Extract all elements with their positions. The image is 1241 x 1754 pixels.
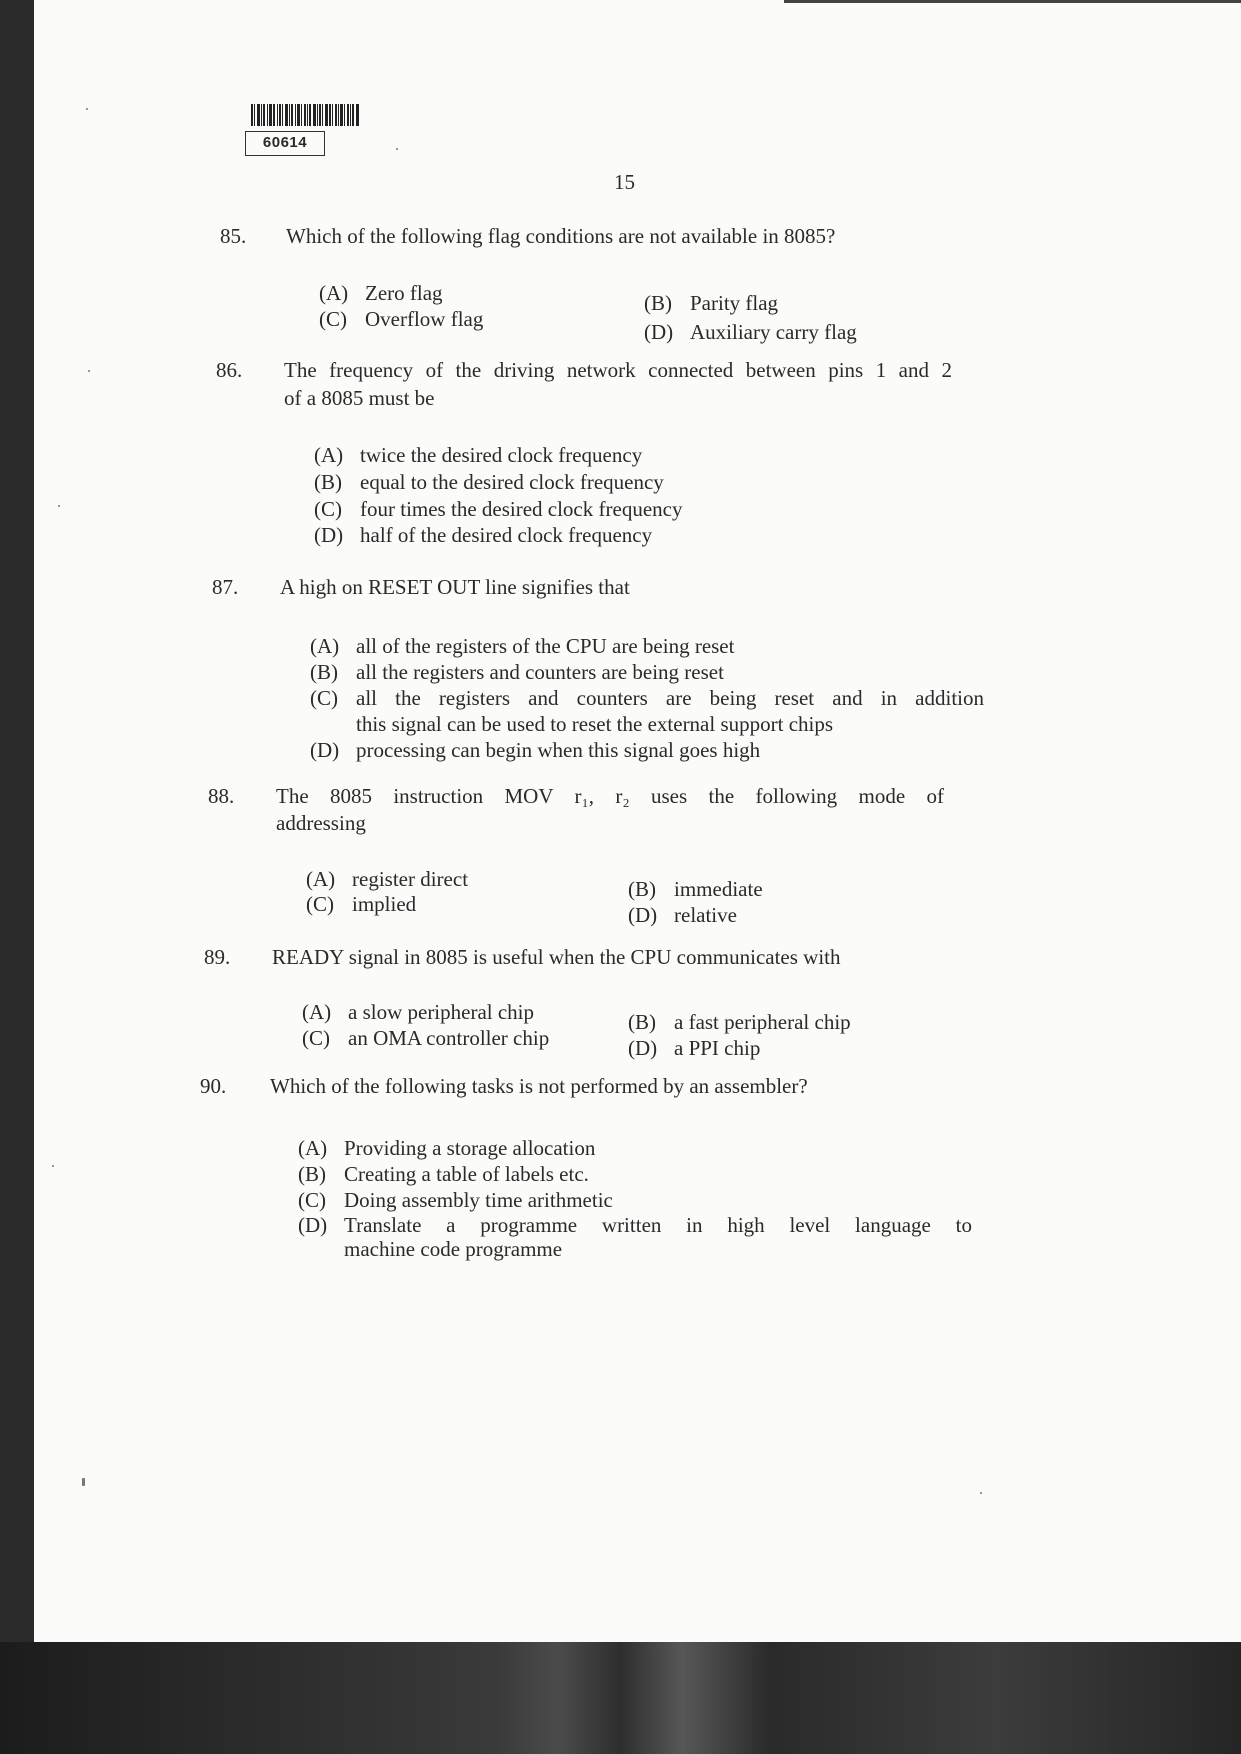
scan-background xyxy=(0,1642,1241,1754)
option-text: half of the desired clock frequency xyxy=(360,523,653,547)
question-89 xyxy=(204,945,984,975)
question-text: A high on RESET OUT line signifies that xyxy=(280,575,630,599)
option-label: (A) xyxy=(298,1136,328,1160)
option-label: (D) xyxy=(314,523,344,547)
question-number: 86. xyxy=(216,358,243,382)
scan-speck xyxy=(86,108,88,110)
option-text-line2: this signal can be used to reset the external support chips xyxy=(356,712,834,736)
option-label: (A) xyxy=(314,443,344,467)
option-label: (D) xyxy=(628,1036,658,1060)
option-label: (C) xyxy=(314,497,342,521)
option-b xyxy=(628,877,763,901)
option-b xyxy=(644,291,778,315)
option-a xyxy=(314,443,642,467)
option-text-line2: machine code programme xyxy=(344,1237,563,1261)
question-text-line1: The 8085 instruction MOV r₁, r₂ uses the following mode of xyxy=(276,784,944,808)
scan-speck xyxy=(58,505,60,507)
question-text: Which of the following flag conditions are not available in 8085? xyxy=(286,224,836,248)
question-90 xyxy=(200,1074,980,1104)
question-text-line1: The frequency of the driving network connected between pins 1 and 2 xyxy=(284,358,952,382)
option-text: all of the registers of the CPU are being reset xyxy=(356,634,735,658)
option-b xyxy=(310,660,724,684)
option-text: immediate xyxy=(674,877,763,901)
question-text: READY signal in 8085 is useful when the CPU communicates with xyxy=(272,945,841,969)
question-87 xyxy=(212,575,992,605)
option-text: Overflow flag xyxy=(365,307,484,331)
option-label: (C) xyxy=(302,1026,330,1050)
option-text-line1: all the registers and counters are being reset and in addition xyxy=(356,686,984,710)
option-d xyxy=(644,320,857,344)
option-label: (A) xyxy=(310,634,340,658)
option-label: (D) xyxy=(644,320,674,344)
option-text: all the registers and counters are being reset xyxy=(356,660,724,684)
option-label: (A) xyxy=(319,281,349,305)
question-86 xyxy=(216,358,996,414)
option-text: register direct xyxy=(352,867,469,891)
question-number: 90. xyxy=(200,1074,227,1098)
scan-speck xyxy=(396,148,398,150)
option-text: an OMA controller chip xyxy=(348,1026,550,1050)
option-text: a slow peripheral chip xyxy=(348,1000,535,1024)
option-label: (B) xyxy=(314,470,342,494)
question-number: 87. xyxy=(212,575,239,599)
option-text: Auxiliary carry flag xyxy=(690,320,857,344)
option-label: (A) xyxy=(302,1000,332,1024)
option-label: (A) xyxy=(306,867,336,891)
option-c xyxy=(302,1026,549,1050)
scan-speck xyxy=(980,1492,982,1494)
option-label: (B) xyxy=(628,877,656,901)
option-text: Zero flag xyxy=(365,281,443,305)
option-label: (C) xyxy=(310,686,338,710)
option-text-line1: Translate a programme written in high level language to xyxy=(344,1213,972,1237)
barcode xyxy=(251,104,385,126)
option-label: (D) xyxy=(310,738,340,762)
option-text: implied xyxy=(352,892,417,916)
option-text: equal to the desired clock frequency xyxy=(360,470,664,494)
option-c xyxy=(314,497,682,521)
option-text: Doing assembly time arithmetic xyxy=(344,1188,613,1212)
option-text: twice the desired clock frequency xyxy=(360,443,643,467)
scan-speck xyxy=(88,370,90,372)
option-d xyxy=(314,523,652,547)
option-d xyxy=(628,903,737,927)
option-c xyxy=(298,1188,613,1212)
question-number: 85. xyxy=(220,224,247,248)
option-text: Parity flag xyxy=(690,291,779,315)
option-d xyxy=(310,738,760,762)
option-a xyxy=(302,1000,534,1024)
option-b xyxy=(298,1162,589,1186)
option-a xyxy=(310,634,734,658)
option-label: (D) xyxy=(628,903,658,927)
option-text: a PPI chip xyxy=(674,1036,761,1060)
option-c xyxy=(310,686,990,736)
scan-speck xyxy=(82,1478,85,1486)
option-c xyxy=(306,892,416,916)
question-88 xyxy=(208,784,988,840)
option-label: (B) xyxy=(628,1010,656,1034)
page-number: 15 xyxy=(614,170,635,194)
option-label: (C) xyxy=(319,307,347,331)
option-d xyxy=(298,1213,978,1261)
option-text: relative xyxy=(674,903,737,927)
option-text: four times the desired clock frequency xyxy=(360,497,683,521)
question-text-line2: addressing xyxy=(276,811,366,835)
question-text-line2: of a 8085 must be xyxy=(284,386,435,410)
exam-page xyxy=(34,0,1241,1642)
option-label: (B) xyxy=(644,291,672,315)
option-label: (C) xyxy=(306,892,334,916)
option-d xyxy=(628,1036,760,1060)
question-text: Which of the following tasks is not performed by an assembler? xyxy=(270,1074,808,1098)
option-label: (D) xyxy=(298,1213,328,1237)
option-a xyxy=(319,281,443,305)
option-label: (B) xyxy=(310,660,338,684)
option-text: a fast peripheral chip xyxy=(674,1010,851,1034)
question-85 xyxy=(220,224,1000,254)
option-a xyxy=(306,867,468,891)
scan-edge xyxy=(784,0,1241,3)
option-text: Providing a storage allocation xyxy=(344,1136,596,1160)
question-number: 89. xyxy=(204,945,231,969)
option-text: processing can begin when this signal goes high xyxy=(356,738,761,762)
option-b xyxy=(314,470,664,494)
option-c xyxy=(319,307,483,331)
option-text: Creating a table of labels etc. xyxy=(344,1162,589,1186)
option-label: (B) xyxy=(298,1162,326,1186)
paper-code: 60614 xyxy=(245,131,325,156)
question-number: 88. xyxy=(208,784,235,808)
option-label: (C) xyxy=(298,1188,326,1212)
option-b xyxy=(628,1010,851,1034)
option-a xyxy=(298,1136,595,1160)
scan-speck xyxy=(52,1165,54,1167)
